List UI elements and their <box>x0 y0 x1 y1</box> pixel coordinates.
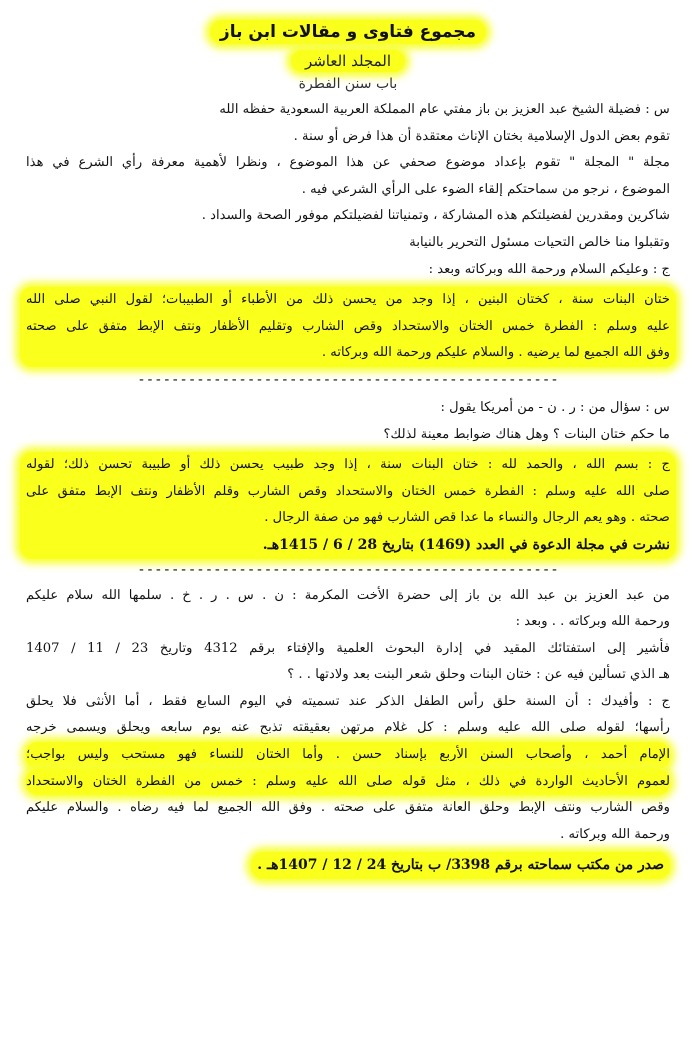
letter-line: ج : وأفيدك : أن السنة حلق رأس الطفل الذكر عند تسميته في اليوم السابع فقط ، أما الأنثى فلا يحلق <box>26 693 670 709</box>
q2-answer-highlight <box>20 452 676 558</box>
q1-line: شاكرين ومقدرين لفضيلتكم هذه المشاركة ، وتمنياتنا لفضيلتكم موفور الصحة والسداد . <box>201 208 670 224</box>
question-1 <box>26 97 670 283</box>
q1-line: وتقبلوا منا خالص التحيات مسئول التحرير بالنيابة <box>409 234 670 250</box>
letter-line: فأشير إلى استفتائك المقيد في إدارة البحوث العلمية والإفتاء برقم 4312 وتاريخ 23 / 11 / 1407 <box>26 640 670 656</box>
issuance-note: صدر من مكتب سماحته برقم 3398/ ب بتاريخ 24 / 12 / 1407هـ . <box>251 852 670 879</box>
chapter-title: باب سنن الفطرة <box>298 76 398 92</box>
q2-answer-line: ج : بسم الله ، والحمد لله : ختان البنات سنة ، إذا وجد طبيب يحسن ذلك أو طبيبة تحسن ذلك؛ لقوله <box>26 457 670 473</box>
q1-answer-highlight <box>20 287 676 367</box>
letter-line: ورحمة الله وبركاته . <box>560 826 670 842</box>
q1-line: تقوم بعض الدول الإسلامية بختان الإناث معتقدة أن هذا فرض أو سنة . <box>293 128 670 144</box>
section-divider: -------------------------------------------------- <box>137 561 559 578</box>
q2-answer-line: صلى الله عليه وسلم : الفطرة خمس الختان والاستحداد وقص الشارب وقلم الأظفار ونتف الإبط متفق على <box>26 483 670 499</box>
fatwa-page <box>0 20 700 1042</box>
q2-answer-line: صحته . وهو يعم الرجال والنساء ما عدا قص الشارب فهو من صفة الرجال . <box>264 510 670 526</box>
letter-line-highlighted: لعموم الأحاديث الواردة في ذلك ، مثل قوله صلى الله عليه وسلم : خمس من الفطرة الختان والاستحداد <box>26 769 670 796</box>
q1-answer-line: عليه وسلم : الفطرة خمس الختان والاستحداد وقص الشارب وتقليم الأظفار ونتف الإبط متفق على صحته <box>26 318 670 334</box>
volume-title <box>26 50 670 72</box>
letter-body <box>26 583 670 849</box>
q2-source-note: نشرت في مجلة الدعوة في العدد (1469) بتاريخ 28 / 6 / 1415هـ. <box>262 536 670 553</box>
q1-line: س : فضيلة الشيخ عبد العزيز بن باز مفتي عام المملكة العربية السعودية حفظه الله <box>219 102 670 117</box>
section-divider: -------------------------------------------------- <box>137 371 559 388</box>
volume-title-text: المجلد العاشر <box>291 50 405 72</box>
collection-title <box>26 20 670 44</box>
q1-line: الموضوع ، نرجو من سماحتكم إلقاء الضوء على الرأي الشرعي فيه . <box>301 181 670 197</box>
letter-line-highlighted: الإمام أحمد ، وأصحاب السنن الأربع بإسناد حسن . وأما الختان للنساء فهو مستحب وليس بواجب؛ <box>26 742 670 769</box>
question-2 <box>26 395 670 448</box>
q2-line: س : سؤال من : ر . ن - من أمريكا يقول : <box>440 399 670 415</box>
q1-line: ج : وعليكم السلام ورحمة الله وبركاته وبعد : <box>428 261 670 277</box>
q1-line: مجلة " المجلة " تقوم بإعداد موضوع صحفي عن هذا الموضوع ، ونظرا لأهمية معرفة رأي الشرع في هذا <box>26 155 670 171</box>
letter-line: هـ الذي تسألين فيه عن : ختان البنات وحلق شعر البنت بعد ولادتها . . ؟ <box>287 667 670 683</box>
letter-line: ورحمة الله وبركاته . . وبعد : <box>515 614 670 630</box>
letter-line: وقص الشارب ونتف الإبط وحلق العانة متفق على صحته . وفق الله الجميع لما فيه رضاه . والسلام عليكم <box>26 800 670 816</box>
letter-line: رأسها؛ لقوله صلى الله عليه وسلم : كل غلام مرتهن بعقيقته تذبح عنه يوم سابعه ويحلق ويسمى خرجه <box>26 720 670 736</box>
q1-answer-line: وفق الله الجميع لما يرضيه . والسلام عليكم ورحمة الله وبركاته . <box>321 345 670 361</box>
letter-line: من عبد العزيز بن عبد الله بن باز إلى حضرة الأخت المكرمة : ن . س . ر . خ . سلمها الله سلام عليكم <box>26 587 670 603</box>
collection-title-text: مجموع فتاوى و مقالات ابن باز <box>210 20 486 44</box>
q1-answer-line: ختان البنات سنة ، كختان البنين ، إذا وجد من يحسن ذلك من الأطباء أو الطبيبات؛ لقول النبي صلى الله <box>26 292 670 308</box>
q2-line: ما حكم ختان البنات ؟ وهل هناك ضوابط معينة لذلك؟ <box>383 426 670 442</box>
